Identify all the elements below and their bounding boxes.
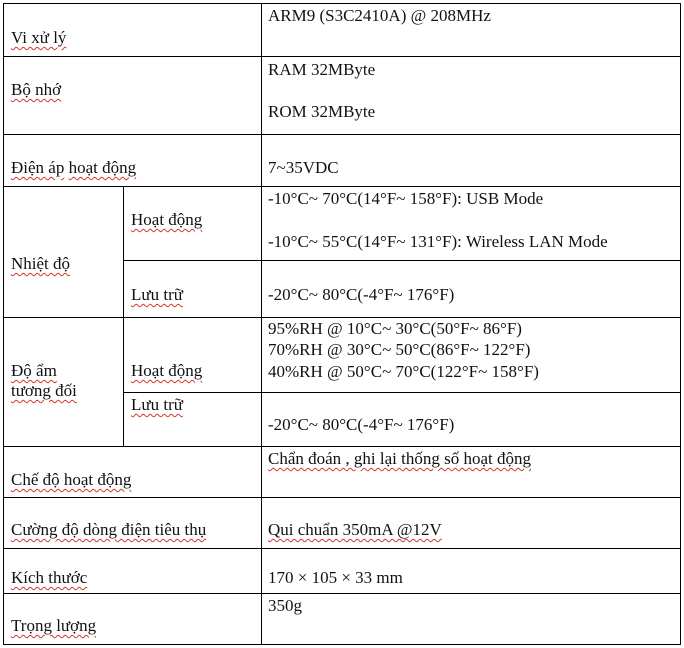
temperature-storage-label xyxy=(131,285,183,305)
weight-label-text: Trọng lượng xyxy=(11,616,97,635)
current-value-text: Qui chuẩn 350mA @12V xyxy=(268,520,442,539)
temperature-operating-label xyxy=(131,210,202,230)
temperature-storage-label-text: Lưu trữ xyxy=(131,285,183,304)
row-divider xyxy=(3,593,681,594)
humidity-label-line1 xyxy=(11,361,57,381)
mode-label xyxy=(11,470,131,490)
current-label xyxy=(11,520,206,540)
processor-value: ARM9 (S3C2410A) @ 208MHz xyxy=(268,6,491,25)
voltage-label xyxy=(11,158,136,178)
voltage-label-part: Điện áp xyxy=(11,158,65,177)
row-divider xyxy=(3,134,681,135)
processor-label xyxy=(11,28,66,48)
row-divider xyxy=(3,446,681,447)
humidity-operating-label-text: Hoạt động xyxy=(131,361,203,380)
humidity-storage-label xyxy=(131,395,183,415)
humidity-label-text: Độ ẩm xyxy=(11,361,57,380)
row-divider xyxy=(123,260,681,261)
humidity-storage-value: -20°C~ 80°C(-4°F~ 176°F) xyxy=(268,415,455,434)
row-divider xyxy=(3,186,681,187)
row-divider xyxy=(3,56,681,57)
current-value xyxy=(268,520,442,540)
temperature-operating-label-text: Hoạt động xyxy=(131,210,203,229)
table-border-top xyxy=(3,3,681,4)
mode-value xyxy=(268,449,531,469)
voltage-value: 7~35VDC xyxy=(268,158,339,177)
value-column-divider xyxy=(261,3,262,645)
weight-label xyxy=(11,616,96,636)
row-divider xyxy=(3,548,681,549)
humidity-operating-value: 95%RH @ 10°C~ 30°C(50°F~ 86°F) xyxy=(268,319,522,338)
humidity-storage-label-text: Lưu trữ xyxy=(131,395,183,414)
dimensions-label xyxy=(11,568,87,588)
processor-label-text: Vi xử lý xyxy=(11,28,67,47)
humidity-label-line2 xyxy=(11,381,77,401)
voltage-label-part: hoạt động xyxy=(68,158,137,177)
sub-column-divider xyxy=(123,186,124,447)
memory-ram-value: RAM 32MByte xyxy=(268,60,376,79)
temperature-label-text: Nhiệt độ xyxy=(11,254,71,273)
table-border-right xyxy=(680,3,681,645)
memory-label xyxy=(11,80,61,100)
humidity-operating-value: 40%RH @ 50°C~ 70°C(122°F~ 158°F) xyxy=(268,362,539,381)
temperature-operating-wlan-value: -10°C~ 55°C(14°F~ 131°F): Wireless LAN Mode xyxy=(268,232,608,251)
weight-value: 350g xyxy=(268,596,302,615)
table-border-left xyxy=(3,3,4,645)
dimensions-label-text: Kích thước xyxy=(11,568,88,587)
table-border-bottom xyxy=(3,644,681,645)
humidity-operating-label xyxy=(131,361,202,381)
current-label-text: Cường độ dòng điện tiêu thụ xyxy=(11,520,207,539)
temperature-label xyxy=(11,254,70,274)
humidity-operating-value: 70%RH @ 30°C~ 50°C(86°F~ 122°F) xyxy=(268,340,531,359)
temperature-storage-value: -20°C~ 80°C(-4°F~ 176°F) xyxy=(268,285,455,304)
mode-label-text: Chế độ hoạt động xyxy=(11,470,132,489)
row-divider xyxy=(3,317,681,318)
memory-rom-value: ROM 32MByte xyxy=(268,102,376,121)
temperature-operating-usb-value: -10°C~ 70°C(14°F~ 158°F): USB Mode xyxy=(268,189,544,208)
memory-label-text: Bộ nhớ xyxy=(11,80,62,99)
humidity-label-text: tương đối xyxy=(11,381,77,400)
row-divider xyxy=(3,497,681,498)
mode-value-text: Chẩn đoán , ghi lại thống số hoạt động xyxy=(268,449,532,468)
row-divider xyxy=(123,392,681,393)
dimensions-value: 170 × 105 × 33 mm xyxy=(268,568,403,587)
